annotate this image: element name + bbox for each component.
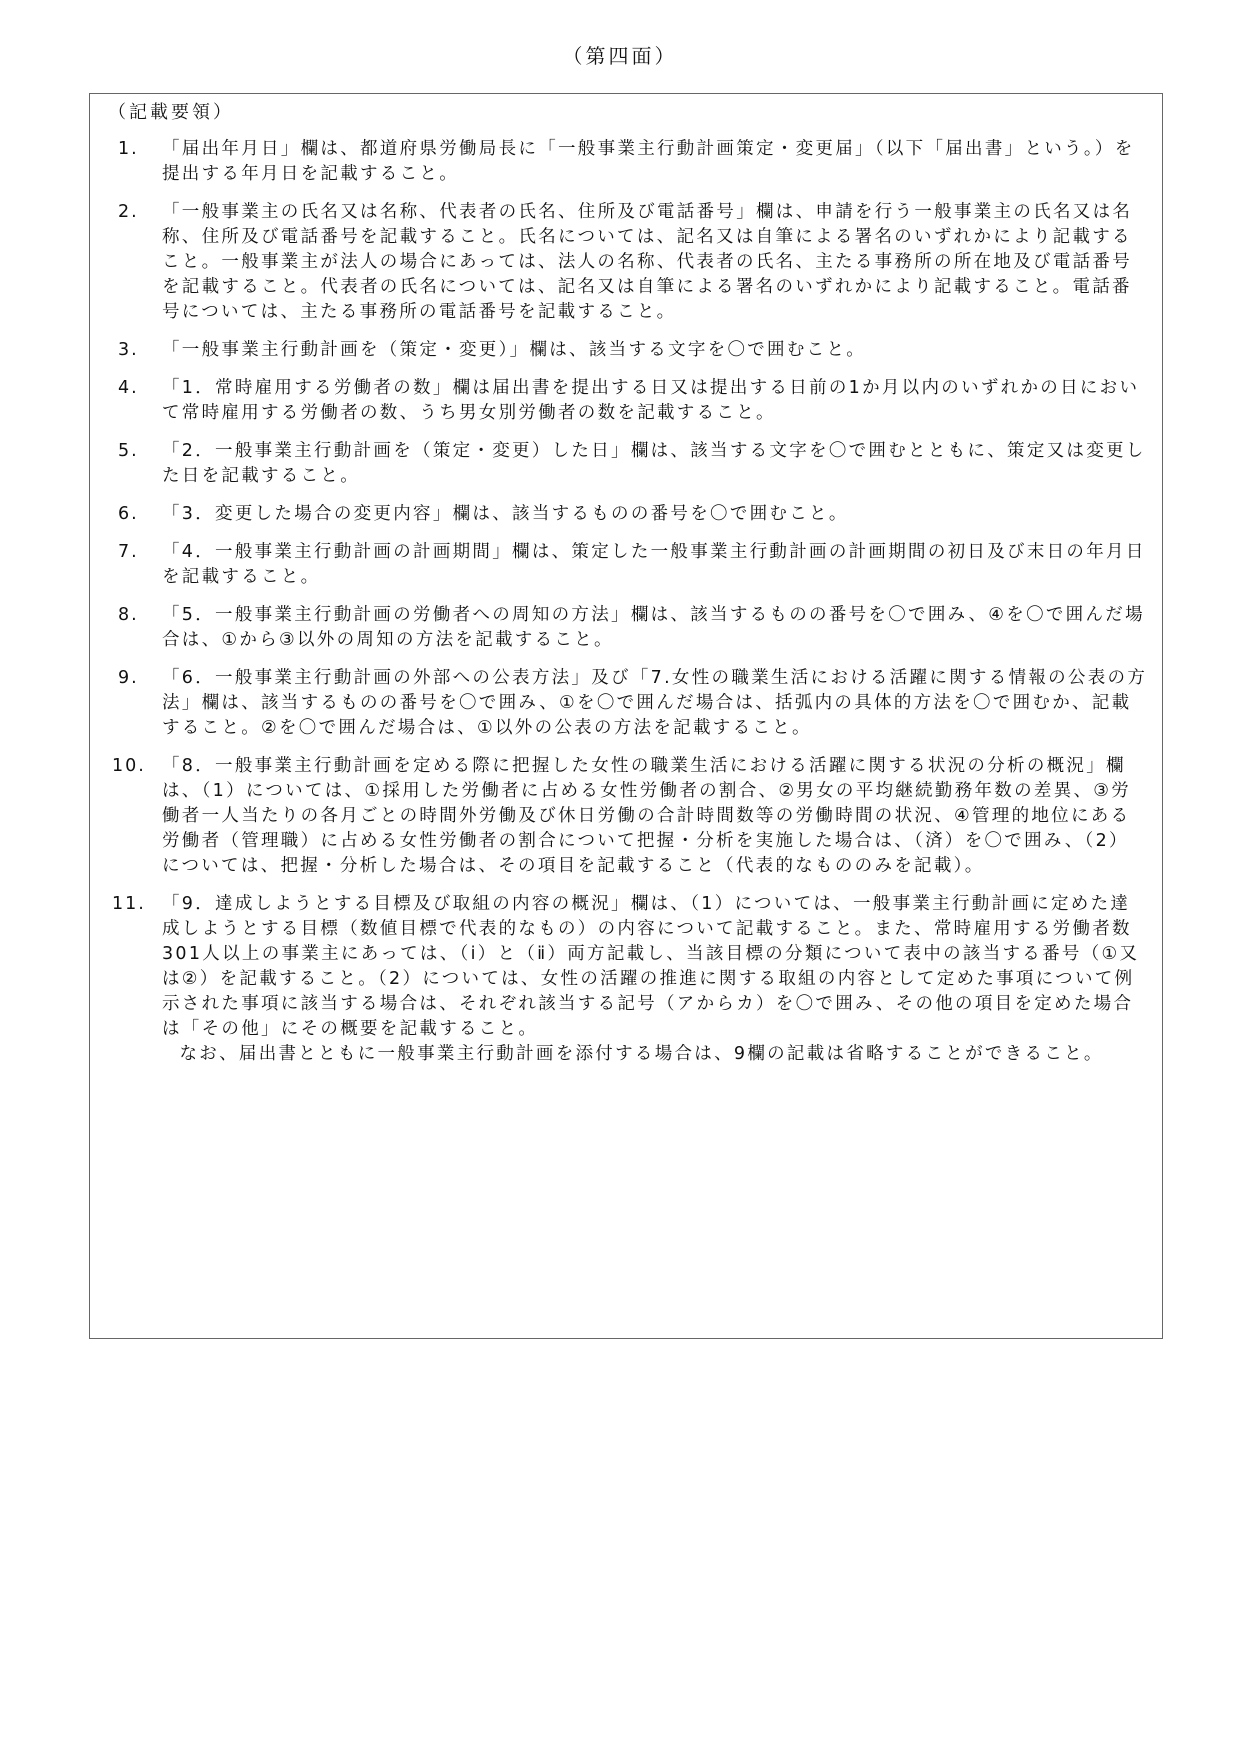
item-text: 「3．変更した場合の変更内容」欄は、該当するものの番号を〇で囲むこと。 xyxy=(162,504,849,524)
section-title: （記載要領） xyxy=(108,102,234,123)
item-number: 4. xyxy=(118,378,139,398)
item-number: 7. xyxy=(118,542,139,562)
item-number: 2. xyxy=(118,202,139,222)
instruction-item xyxy=(90,540,1162,590)
item-text: 「4．一般事業主行動計画の計画期間」欄は、策定した一般事業主行動計画の計画期間の初日及び末日の年月日を記載すること。 xyxy=(162,542,1146,587)
instruction-item xyxy=(90,754,1162,879)
item-number: 3. xyxy=(118,340,139,360)
item-text: 「一般事業主の氏名又は名称、代表者の氏名、住所及び電話番号」欄は、申請を行う一般事業主の氏名又は名称、住所及び電話番号を記載すること。氏名については、記名又は自筆による署名のいずれかにより記載すること。一般事業主が法人の場合にあっては、法人の名称、代表者の氏名、主たる事務所の所在地及び電話番号を記載すること。代表者の氏名については、記名又は自筆による署名のいずれかにより記載すること。電話番号については、主たる事務所の電話番号を記載すること。 xyxy=(162,202,1133,322)
instruction-item xyxy=(90,338,1162,363)
item-note: なお、届出書とともに一般事業主行動計画を添付する場合は、9欄の記載は省略することができること。 xyxy=(179,1044,1104,1064)
instruction-item xyxy=(90,892,1162,1067)
item-text: 「一般事業主行動計画を（策定・変更）」欄は、該当する文字を〇で囲むこと。 xyxy=(162,340,867,360)
item-number: 10. xyxy=(112,756,146,776)
item-number: 5. xyxy=(118,441,139,461)
item-text: 「1．常時雇用する労働者の数」欄は届出書を提出する日又は提出する日前の1か月以内のいずれかの日において常時雇用する労働者の数、うち男女別労働者の数を記載すること。 xyxy=(162,378,1140,423)
item-text: 「9．達成しようとする目標及び取組の内容の概況」欄は、（1）については、一般事業主行動計画に定めた達成しようとする目標（数値目標で代表的なもの）の内容について記載すること。また、常時雇用する労働者数301人以上の事業主にあっては、（ⅰ）と（ⅱ）両方記載し、当該目標の分類について表中の該当する番号（①又は②）を記載すること。（2）については、女性の活躍の推進に関する取組の内容として定めた事項について例示された事項に該当する場合は、それぞれ該当する記号（アからカ）を〇で囲み、その他の項目を定めた場合は「その他」にその概要を記載すること。 xyxy=(162,894,1140,1039)
item-number: 6. xyxy=(118,504,139,524)
item-number: 11. xyxy=(112,894,146,914)
instruction-item xyxy=(90,603,1162,653)
instruction-list xyxy=(90,137,1162,1080)
item-text: 「8．一般事業主行動計画を定める際に把握した女性の職業生活における活躍に関する状況の分析の概況」欄は、（1）については、①採用した労働者に占める女性労働者の割合、②男女の平均継続勤務年数の差異、③労働者一人当たりの各月ごとの時間外労働及び休日労働の合計時間数等の労働時間の状況、④管理的地位にある労働者（管理職）に占める女性労働者の割合について把握・分析を実施した場合は、（済）を〇で囲み、（2）については、把握・分析した場合は、その項目を記載すること（代表的なもののみを記載）。 xyxy=(162,756,1132,876)
instruction-item xyxy=(90,439,1162,489)
item-text: 「6．一般事業主行動計画の外部への公表方法」及び「7.女性の職業生活における活躍に関する情報の公表の方法」欄は、該当するものの番号を〇で囲み、①を〇で囲んだ場合は、括弧内の具体的方法を〇で囲むか、記載すること。②を〇で囲んだ場合は、①以外の公表の方法を記載すること。 xyxy=(162,668,1148,738)
item-text: 「5．一般事業主行動計画の労働者への周知の方法」欄は、該当するものの番号を〇で囲み、④を〇で囲んだ場合は、①から③以外の周知の方法を記載すること。 xyxy=(162,605,1145,650)
instruction-item xyxy=(90,200,1162,325)
page-label: （第四面） xyxy=(562,44,678,68)
instruction-item xyxy=(90,666,1162,741)
instructions-box xyxy=(89,93,1163,1339)
item-number: 1. xyxy=(118,139,139,159)
instruction-item xyxy=(90,502,1162,527)
item-text: 「2．一般事業主行動計画を（策定・変更）した日」欄は、該当する文字を〇で囲むとともに、策定又は変更した日を記載すること。 xyxy=(162,441,1146,486)
item-text: 「届出年月日」欄は、都道府県労働局長に「一般事業主行動計画策定・変更届」（以下「届出書」という。）を提出する年月日を記載すること。 xyxy=(162,139,1135,184)
item-number: 9. xyxy=(118,668,139,688)
instruction-item xyxy=(90,376,1162,426)
item-number: 8. xyxy=(118,605,139,625)
instruction-item xyxy=(90,137,1162,187)
